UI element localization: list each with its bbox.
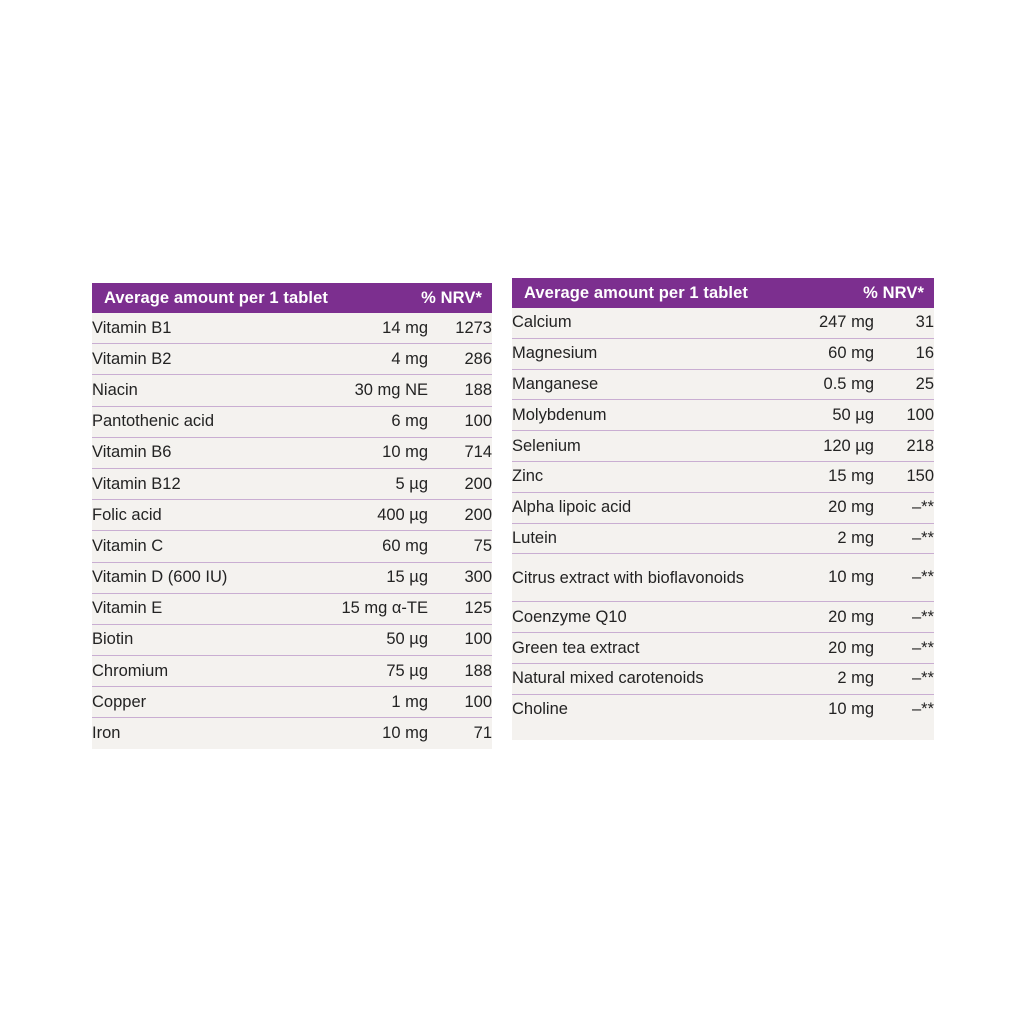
nutrient-amount: 20 mg [752, 492, 874, 523]
nutrient-nrv: –** [874, 694, 934, 724]
nutrient-amount: 30 mg NE [288, 375, 428, 406]
nutrient-amount: 60 mg [288, 531, 428, 562]
nutrient-nrv: –** [874, 492, 934, 523]
nutrient-nrv: 714 [428, 437, 492, 468]
nutrient-nrv: –** [874, 663, 934, 694]
table-row [512, 400, 934, 431]
table-row [512, 338, 934, 369]
nutrient-nrv: –** [874, 602, 934, 633]
panel-left-header [92, 283, 492, 313]
table-row [92, 562, 492, 593]
nutrient-nrv: 1273 [428, 313, 492, 344]
nutrient-amount: 20 mg [752, 602, 874, 633]
nutrient-nrv: 71 [428, 718, 492, 749]
nutrient-nrv: 16 [874, 338, 934, 369]
nutrient-amount: 60 mg [752, 338, 874, 369]
table-row [512, 602, 934, 633]
nutrient-name: Iron [92, 718, 288, 749]
nutrient-nrv: 188 [428, 375, 492, 406]
nutrition-panel-right [512, 278, 934, 740]
nutrient-name: Vitamin B6 [92, 437, 288, 468]
table-row [92, 624, 492, 655]
table-row [512, 461, 934, 492]
nutrition-table-right [512, 308, 934, 725]
nutrition-table-left [92, 313, 492, 749]
nutrient-name: Manganese [512, 369, 752, 400]
nutrient-name: Copper [92, 687, 288, 718]
table-row [512, 633, 934, 664]
nutrient-name: Niacin [92, 375, 288, 406]
nutrient-nrv: 125 [428, 593, 492, 624]
table-row [92, 718, 492, 749]
nutrient-name: Selenium [512, 431, 752, 462]
table-row [512, 369, 934, 400]
table-row [92, 344, 492, 375]
nutrient-amount: 20 mg [752, 633, 874, 664]
nutrient-name: Lutein [512, 523, 752, 554]
table-row [92, 375, 492, 406]
nutrient-name: Magnesium [512, 338, 752, 369]
nutrient-name: Vitamin B2 [92, 344, 288, 375]
table-row [92, 593, 492, 624]
nutrient-nrv: 218 [874, 431, 934, 462]
nutrient-name: Alpha lipoic acid [512, 492, 752, 523]
nutrient-amount: 4 mg [288, 344, 428, 375]
nutrient-name: Vitamin B1 [92, 313, 288, 344]
table-row [512, 492, 934, 523]
nutrient-amount: 2 mg [752, 663, 874, 694]
nutrient-amount: 15 mg [752, 461, 874, 492]
nutrient-amount: 10 mg [752, 694, 874, 724]
nutrient-nrv: –** [874, 554, 934, 602]
table-row [512, 554, 934, 602]
table-row [512, 308, 934, 338]
nutrient-name: Zinc [512, 461, 752, 492]
table-row [512, 431, 934, 462]
panel-left-header-nrv: % NRV* [421, 288, 482, 307]
table-row [92, 656, 492, 687]
nutrient-name: Natural mixed carotenoids [512, 663, 752, 694]
nutrient-amount: 75 µg [288, 656, 428, 687]
nutrient-nrv: 150 [874, 461, 934, 492]
nutrient-name: Chromium [92, 656, 288, 687]
nutrient-amount: 50 µg [752, 400, 874, 431]
nutrient-amount: 15 mg α-TE [288, 593, 428, 624]
nutrient-nrv: 200 [428, 500, 492, 531]
nutrient-nrv: 188 [428, 656, 492, 687]
nutrient-name: Vitamin D (600 IU) [92, 562, 288, 593]
panel-right-header-title: Average amount per 1 tablet [524, 283, 748, 302]
table-row [92, 437, 492, 468]
nutrient-name: Choline [512, 694, 752, 724]
nutrient-amount: 120 µg [752, 431, 874, 462]
nutrient-amount: 1 mg [288, 687, 428, 718]
nutrient-amount: 400 µg [288, 500, 428, 531]
nutrient-name: Folic acid [92, 500, 288, 531]
table-row [512, 663, 934, 694]
table-row [512, 694, 934, 724]
table-row [92, 500, 492, 531]
nutrient-amount: 10 mg [288, 718, 428, 749]
nutrient-name: Vitamin C [92, 531, 288, 562]
nutrient-nrv: 25 [874, 369, 934, 400]
nutrient-name: Pantothenic acid [92, 406, 288, 437]
nutrient-amount: 10 mg [752, 554, 874, 602]
panel-right-header-nrv: % NRV* [863, 283, 924, 302]
nutrient-name [512, 554, 752, 602]
nutrient-amount: 2 mg [752, 523, 874, 554]
nutrient-amount: 15 µg [288, 562, 428, 593]
table-row [92, 406, 492, 437]
nutrient-name: Green tea extract [512, 633, 752, 664]
nutrient-amount: 50 µg [288, 624, 428, 655]
nutrient-amount: 6 mg [288, 406, 428, 437]
nutrient-name: Biotin [92, 624, 288, 655]
table-row [92, 313, 492, 344]
table-row [92, 687, 492, 718]
nutrient-name: Calcium [512, 308, 752, 338]
panel-right-header [512, 278, 934, 308]
table-row [512, 523, 934, 554]
nutrient-amount: 10 mg [288, 437, 428, 468]
nutrient-nrv: 100 [874, 400, 934, 431]
nutrient-amount: 14 mg [288, 313, 428, 344]
nutrient-name-text: Citrus extract with bioflavonoids [512, 568, 745, 587]
nutrient-nrv: 286 [428, 344, 492, 375]
nutrient-nrv: 75 [428, 531, 492, 562]
table-row [92, 468, 492, 499]
nutrient-nrv: 200 [428, 468, 492, 499]
nutrient-nrv: –** [874, 523, 934, 554]
nutrient-nrv: 100 [428, 624, 492, 655]
panel-left-header-title: Average amount per 1 tablet [104, 288, 328, 307]
nutrient-nrv: –** [874, 633, 934, 664]
nutrient-nrv: 100 [428, 406, 492, 437]
nutrient-name: Molybdenum [512, 400, 752, 431]
nutrient-name: Vitamin B12 [92, 468, 288, 499]
nutrient-nrv: 300 [428, 562, 492, 593]
nutrient-amount: 5 µg [288, 468, 428, 499]
nutrient-name: Vitamin E [92, 593, 288, 624]
nutrient-nrv: 31 [874, 308, 934, 338]
table-row [92, 531, 492, 562]
nutrition-panel-left [92, 283, 492, 743]
nutrient-nrv: 100 [428, 687, 492, 718]
nutrient-name: Coenzyme Q10 [512, 602, 752, 633]
nutrient-amount: 247 mg [752, 308, 874, 338]
nutrient-amount: 0.5 mg [752, 369, 874, 400]
